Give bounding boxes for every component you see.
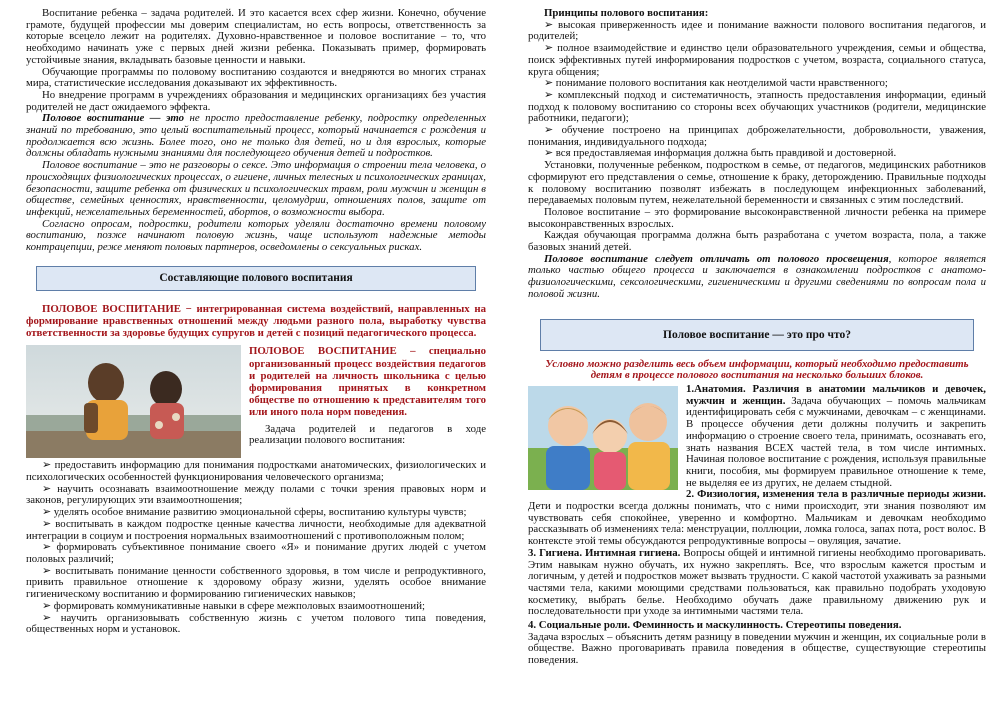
section-physiology xyxy=(528,489,986,548)
section-physiology-title: 2. Физиология, изменения тела в различные периоды жизни. xyxy=(686,488,986,501)
programs-paragraph: Обучающие программы по половому воспитанию создаются и внедряются во многих странах мира, статистические исследования доказывают их эффективность. xyxy=(26,65,486,90)
tasks-item: ➢ предоставить информацию для понимания подростками анатомических, физиологических и психологических особенностей функционирования человеческого организма; xyxy=(26,459,486,484)
right-column xyxy=(500,0,1000,707)
parents-role-paragraph: Но внедрение программ в учреждениях образования и медицинских организациях без участия родителей не даст ожидаемого эффекта. xyxy=(26,88,486,113)
components-heading: Составляющие полового воспитания xyxy=(159,271,353,284)
photo-block xyxy=(26,345,486,460)
principles-item: ➢ понимание полового воспитания как неотделимой части нравственного; xyxy=(544,77,888,90)
tasks-item: ➢ научить организовывать собственную жизнь с учетом полового типа поведения, общественных норм и установок. xyxy=(26,611,486,636)
section-anatomy-text: Задача обучающих – помочь мальчикам идентифицировать себя с мужчинами, девочкам – с женщинами. В процессе обучения дети должны получить и закрепить информацию о строение своего тела, принимать, осознавать его, знать названия ВСЕХ частей тела, в том числе интимных. Начиная половое воспитание с рождения, используя правильные книги, пособия, мы формируем правильное отношение к теме, не выделяя ее из других, не делаем стыдной. xyxy=(686,394,986,489)
definition-text: не просто предоставление ребенку, подростку определенных знаний по требованию, это целый воспитательный процесс, который начинается с рождения и продолжается всю жизнь. Более того, оно не только для детей, но и для взрослых, которые должны обладать нужными знаниями для последующего обучения детей и подростков. xyxy=(26,112,486,160)
definition-lead: Половое воспитание — это xyxy=(42,112,185,125)
tasks-list xyxy=(26,460,486,636)
role-model-paragraph: Половое воспитание – это формирование высоконравственной личности ребенка на примере высоконравственных взрослых. xyxy=(528,205,986,230)
what-about-heading-box xyxy=(540,319,974,351)
section-hygiene-text: Вопросы общей и интимной гигиены необходимо проговаривать. Этим навыкам нужно обучать, их нужно закреплять. Все, что взрослым кажется простым и логичным, у детей и подростков может вызвать трудности. С какой частотой ухаживать за разными частями тела, какими моющими средствами пользоваться, как правильно подобрать уходовую косметику, выбрать белье. Необходимо обучать даже правильному движению рук и последовательности при уходе за интимными частями тела. xyxy=(528,546,986,618)
principles-heading: Принципы полового воспитания: xyxy=(544,7,709,19)
children-sitting-photo xyxy=(26,345,241,458)
distinction-text: , которое является только частью общего процесса и заключается в ознакомлении подростков с анатомо-физиологическими, сексологическими, гигиеническими и другими сведениями по вопросам пола и половой жизни. xyxy=(528,252,986,300)
smiling-kids-photo xyxy=(528,386,678,490)
attitudes-paragraph: Установки, полученные ребенком, подростком в семье, от педагогов, медицинских работников сформируют его представления о семье, отношение к браку, деторождению. Правильные подходы к половому воспитанию позволят избежать в последующем инфекционных заболеваний, передаваемых половым путем, нежелательной беременности и связанных с этим последствий. xyxy=(528,159,986,207)
section-hygiene xyxy=(528,548,986,618)
tasks-item: ➢ воспитывать понимание ценности собственного здоровья, в том числе и репродуктивного, привить правильное отношение к здоровому образу жизни, уделять особое внимание гигиеническому воспитанию и формированию гигиенических навыков; xyxy=(26,564,486,601)
blocks-intro: Условно можно разделить весь объем информации, который необходимо предоставить детям в процессе полового воспитания на несколько больших блоков. xyxy=(545,357,969,382)
principles-list xyxy=(528,20,986,160)
principles-item: ➢ полное взаимодействие и единство цели образовательного учреждения, семьи и общества, поиск эффективных путей информирования подростков с учетом, возраста, социального статуса, круга общения; xyxy=(528,42,986,78)
tasks-item: ➢ воспитывать в каждом подростке ценные качества личности, необходимые для адекватной интеграции в социум и построения нормальных взаимоотношений с противоположным полом; xyxy=(26,517,486,542)
tasks-item: ➢ уделять особое внимание развитию эмоциональной сферы, воспитанию культуры чувств; xyxy=(42,506,467,519)
tasks-item: ➢ формировать субъективное понимание своего «Я» и понимание других людей с учетом половых различий; xyxy=(26,541,486,565)
sections-block xyxy=(528,384,986,667)
intro-paragraph: Воспитание ребенка – задача родителей. И это касается всех сфер жизни. Конечно, обучение грамоте, будущей профессии мы доверим специалистам, но есть вопросы, ответственность за которые всецело лежит на родителях. Духовно-нравственное и половое воспитание – то, что необходимо начинать уже с первых дней жизни ребенка. Показывать пример, формировать устойчивые знания, вкладывать базовые ценности и навыки. xyxy=(26,7,486,66)
definition-red-2: ПОЛОВОЕ ВОСПИТАНИЕ – специально организованный процесс воздействия педагогов и родителей на личность школьника с целью формирования принятых в конкретном обществе по отношению к представителям того или иного пола норм поведения. xyxy=(249,345,486,419)
section-social-roles-text: Задача взрослых – объяснить детям разницу в поведении мужчин и женщин, их социальные роли в обществе. Важно проговаривать правила поведения в обществе, существующие стереотипы поведения. xyxy=(528,630,986,667)
principles-item: ➢ комплексный подход и систематичность, этапность предоставления информации, единый подход к половому воспитанию со стороны всех обучающих участников (родители, медицинские работники, педагоги); xyxy=(528,88,986,125)
surveys-paragraph: Согласно опросам, подростки, родители которых уделяли достаточно времени половому воспитанию, позже начинают половую жизнь, чаще используют надежные методы контрацепции, реже меняют половых партнеров, осведомлены о сексуальных рисках. xyxy=(26,217,486,254)
tasks-intro: Задача родителей и педагогов в ходе реализации полового воспитания: xyxy=(249,422,486,447)
section-social-roles-title: 4. Социальные роли. Феминность и маскулинность. Стереотипы поведения. xyxy=(528,619,902,632)
not-about-sex-paragraph: Половое воспитание – это не разговоры о сексе. Это информация о строении тела человека, о происходящих физиологических процессах, о гигиене, личных телесных и психологических границах, безопасности, защите ребенка от физических и психологических травм, роли мужчин и женщин в обществе, семейных ценностях, нравственности, целомудрии, отношениях полов, защите от инфекций, нежелательных беременностей, абортов, о возможности выбора. xyxy=(26,159,486,218)
children-sitting-image xyxy=(26,345,241,458)
tasks-item: ➢ научить осознавать взаимоотношение между полами с точки зрения правовых норм и законов, регулирующих эти взаимоотношения; xyxy=(26,482,486,507)
distinction-lead: Половое воспитание следует отличать от полового просвещения xyxy=(544,252,889,265)
components-heading-box xyxy=(36,266,476,291)
distinction-paragraph xyxy=(528,254,986,301)
definition-paragraph xyxy=(26,113,486,160)
principles-item: ➢ обучение построено на принципах доброжелательности, добровольности, уважения, понимания, индивидуального подхода; xyxy=(528,124,986,148)
section-hygiene-title: 3. Гигиена. Интимная гигиена. xyxy=(528,546,681,559)
section-anatomy-title: 1.Анатомия. Различия в анатомии мальчиков и девочек, мужчин и женщин. xyxy=(686,382,986,407)
principles-item: ➢ вся предоставляемая информация должна быть правдивой и достоверной. xyxy=(544,147,897,160)
principles-item: ➢ высокая приверженность идее и понимание важности полового воспитания педагогов, и родителей; xyxy=(528,18,986,43)
tasks-item: ➢ формировать коммуникативные навыки в сфере межполовых взаимоотношений; xyxy=(42,599,425,612)
section-physiology-text: Дети и подростки всегда должны понимать, что с ними происходит, эти знания позволяют им чувствовать себя спокойнее, уверенно и комфортно. Мальчикам и девочкам необходимо рассказывать об изменениях тела: менструации, поллюции, ломка голоса, запах пота, рост волос. В контексте этой темы обсуждаются репродуктивные вопросы – овуляция, зачатие. xyxy=(528,500,986,548)
section-social-roles xyxy=(528,620,986,632)
what-about-heading: Половое воспитание — это про что? xyxy=(663,328,851,341)
program-paragraph: Каждая обучающая программа должна быть разработана с учетом возраста, пола, а также базовых знаний детей. xyxy=(528,229,986,254)
smiling-kids-image xyxy=(528,386,678,490)
definition-red-1: ПОЛОВОЕ ВОСПИТАНИЕ − интегрированная система воздействий, направленных на формирование нравственных отношений между людьми разного пола, выработку чувства ответственности за здоровье будущих супругов и детей с позиций педагогического процесса. xyxy=(26,302,486,340)
